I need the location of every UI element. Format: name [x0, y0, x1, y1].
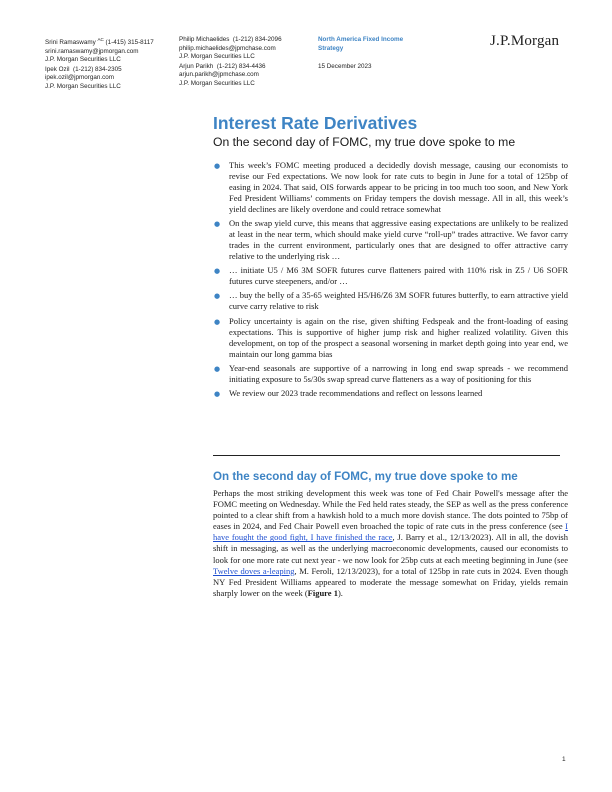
jpmorgan-logo: J.P.Morgan: [490, 33, 560, 49]
author-line: Arjun Parikh (1-212) 834-4436: [179, 62, 266, 70]
department-line-2: Strategy: [318, 44, 344, 52]
report-date: 15 December 2023: [318, 62, 372, 70]
link-fought-the-good-fight[interactable]: I have fought the good fight, I have finished the race: [213, 521, 568, 543]
author-firm: J.P. Morgan Securities LLC: [45, 56, 121, 64]
bullet-icon: ●: [214, 162, 221, 170]
author-line: Srini Ramaswamy $^{AC}$ (1-415) 315-8117: [45, 37, 154, 47]
bullet-icon: ●: [214, 317, 221, 326]
author-column-1: [45, 36, 154, 92]
author-email[interactable]: ipek.ozil@jpmorgan.com: [45, 74, 115, 82]
summary-bullet: ● Year-end seasonals are supportive of a narrowing in long end swap spreads - we recommend initiating exposure to 5s/30s swap spread curve flatteners as a way of positioning for this: [214, 362, 568, 384]
summary-bullets: [213, 160, 568, 403]
summary-bullet: ● This week’s FOMC meeting produced a decidedly dovish message, causing our economists to revise our Fed expectations. We now look for rate cuts to begin in June for a total of 125bp of easing in 2024. That said, OIS forwards appear to be pricing in too much too soon, and New York Fed President Williams’ comments on Friday tempers the dovish message. All in all, this week’s yield declines are likely overdone and could retrace somewhat: [214, 160, 568, 214]
page-number: 1: [562, 756, 566, 763]
department-line-1: North America Fixed Income: [318, 36, 404, 43]
author-firm: J.P. Morgan Securities LLC: [45, 83, 121, 91]
summary-bullet: ● On the swap yield curve, this means that aggressive easing expectations are unlikely to be realized at least in the near term, which should make yield curve “roll-up” trades attractive. We favor carry trades in the current environment, particularly ones that are designed to offer attractive carry relative to the underlying risk …: [214, 218, 568, 261]
report-title: Interest Rate Derivatives: [213, 113, 418, 133]
summary-bullet: ● … initiate U5 / M6 3M SOFR futures curve flatteners paired with 110% risk in Z5 / U6 SOFR futures curve steepeners, and/or …: [214, 265, 568, 287]
figure-reference: Figure 1: [307, 587, 338, 598]
author-line: Philip Michaelides (1-212) 834-2096: [179, 36, 282, 43]
bullet-icon: ●: [214, 390, 221, 399]
author-email[interactable]: philip.michaelides@jpmchase.com: [179, 44, 276, 52]
author-column-2: [179, 36, 282, 89]
bullet-icon: ●: [214, 267, 221, 276]
link-twelve-doves[interactable]: Twelve doves a-leaping: [213, 565, 295, 576]
report-subtitle: On the second day of FOMC, my true dove spoke to me: [213, 135, 516, 149]
section-heading: On the second day of FOMC, my true dove spoke to me: [213, 470, 518, 483]
bullet-icon: ●: [214, 364, 221, 373]
summary-bullet: ● … buy the belly of a 35-65 weighted H5/H6/Z6 3M SOFR futures butterfly, to earn attractive yield curve carry relative to risk: [214, 290, 568, 312]
bullet-icon: ●: [214, 220, 221, 229]
author-email[interactable]: arjun.parikh@jpmchase.com: [179, 71, 259, 79]
bullet-icon: ●: [214, 292, 221, 301]
summary-bullet: ● We review our 2023 trade recommendations and reflect on lessons learned: [214, 388, 483, 399]
section-divider: [213, 455, 560, 456]
author-firm: J.P. Morgan Securities LLC: [179, 53, 255, 61]
author-firm: J.P. Morgan Securities LLC: [179, 79, 255, 87]
department-column: [318, 36, 403, 71]
author-email[interactable]: srini.ramaswamy@jpmorgan.com: [45, 47, 139, 55]
author-line: Ipek Ozil (1-212) 834-2305: [45, 65, 122, 73]
section-body: Perhaps the most striking development this week was tone of Fed Chair Powell's message after the FOMC meeting on Wednesday. While the Fed held rates steady, the SEP as well as the press conference pointed to a clear shift from a hawkish hold to a much more dovish stance. The dots pointed to 75bp of eases in 2024, and Fed Chair Powell even broached the topic of rate cuts in the press conference (see I have fought the good fight, I have finished the race, J. Barry et al., 12/13/2023). All in all, the dovish shift in messaging, as well as the underlying macroeconomic developments, caused our economists to look for one more rate cut next year - we now look for 25bp cuts at each meeting beginning in June (see Twelve doves a-leaping, M. Feroli, 12/13/2023), for a total of 125bp in rate cuts in 2024. Even though NY Fed President Williams appeared to moderate the message somewhat on Friday, yields remain sharply lower on the week (Figure 1).: [213, 488, 568, 598]
summary-bullet: ● Policy uncertainty is again on the rise, given shifting Fedspeak and the front-loading of easing expectations. This is supportive of higher jump risk and higher realized volatility. Given this development, on top of the prospect a seasonal worsening in market depth going into year end, we maintain our long gamma bias: [214, 315, 568, 359]
